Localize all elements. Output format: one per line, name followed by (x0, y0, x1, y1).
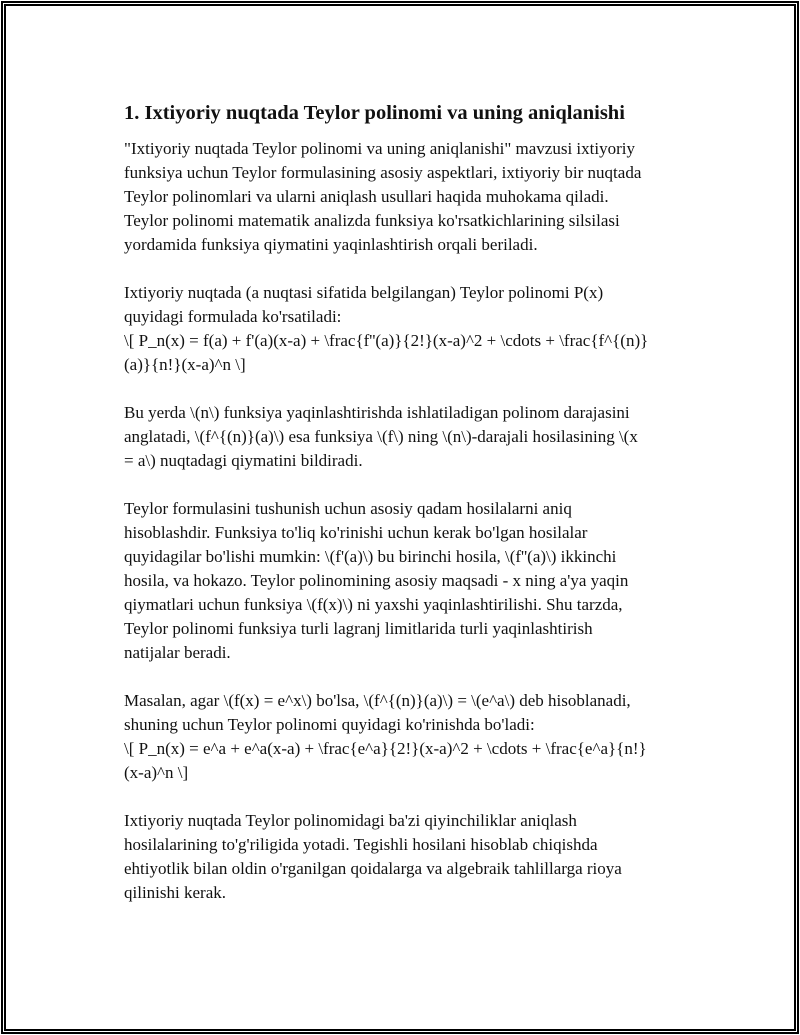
paragraph-notation: Bu yerda \(n\) funksiya yaqinlashtirishda ishlatiladigan polinom darajasini anglatadi, \(f^{(n)}(a)\) esa funksiya \(f\) ning \(n\)-darajali hosilasining \(x = a\) nuqtadagi qiymatini bildiradi. (124, 403, 638, 470)
paragraph-intro: "Ixtiyoriy nuqtada Teylor polinomi va uning aniqlanishi" mavzusi ixtiyoriy funksiya uchun Teylor formulasining asosiy aspektlari, ixtiyoriy bir nuqtada Teylor polinomlari va ularni aniqlash usullari haqida muhokama qiladi. Teylor polinomi matematik analizda funksiya ko'rsatkichlarining silsilasi yordamida funksiya qiymatini yaqinlashtirish orqali beriladi. (124, 139, 642, 254)
paragraph-derivatives: Teylor formulasini tushunish uchun asosiy qadam hosilalarni aniq hisoblashdir. Funksiya to'liq ko'rinishi uchun kerak bo'lgan hosilalar quyidagilar bo'lishi mumkin: \(f'(a)\) bu birinchi hosila, \(f''(a)\) ikkinchi hosila, va hokazo. Teylor polinomining asosiy maqsadi - x ning a'ya yaqin qiymatlari uchun funksiya \(f(x)\) ni yaxshi yaqinlashtirilishi. Shu tarzda, Teylor polinomi funksiya turli lagranj limitlarida turli yaqinlashtirish natijalar beradi. (124, 499, 629, 662)
section-heading: 1. Ixtiyoriy nuqtada Teylor polinomi va uning aniqlanishi (124, 102, 625, 124)
paragraph-difficulties: Ixtiyoriy nuqtada Teylor polinomidagi ba'zi qiyinchiliklar aniqlash hosilalarining to'g'riligida yotadi. Tegishli hosilani hisoblab chiqishda ehtiyotlik bilan oldin o'rganilgan qoidalarga va algebraik tahlillarga rioya qilinishi kerak. (124, 811, 622, 902)
paragraph-example: Masalan, agar \(f(x) = e^x\) bo'lsa, \(f^{(n)}(a)\) = \(e^a\) deb hisoblanadi, shuning uchun Teylor polinomi quyidagi ko'rinishda bo'ladi: \[ P_n(x) = e^a + e^a(x-a) + \frac{e^a}{2!}(x-a)^2 + \cdots + \frac{e^a}{n!} (x-a)^n \] (124, 691, 647, 782)
document-body (124, 99, 684, 929)
page-border (1, 1, 799, 1034)
paragraph-formula-definition: Ixtiyoriy nuqtada (a nuqtasi sifatida belgilangan) Teylor polinomi P(x) quyidagi formulada ko'rsatiladi: \[ P_n(x) = f(a) + f'(a)(x-a) + \frac{f''(a)}{2!}(x-a)^2 + \cdots + \frac{f^{(n)} (a)}{n!}(x-a)^n \] (124, 283, 649, 374)
